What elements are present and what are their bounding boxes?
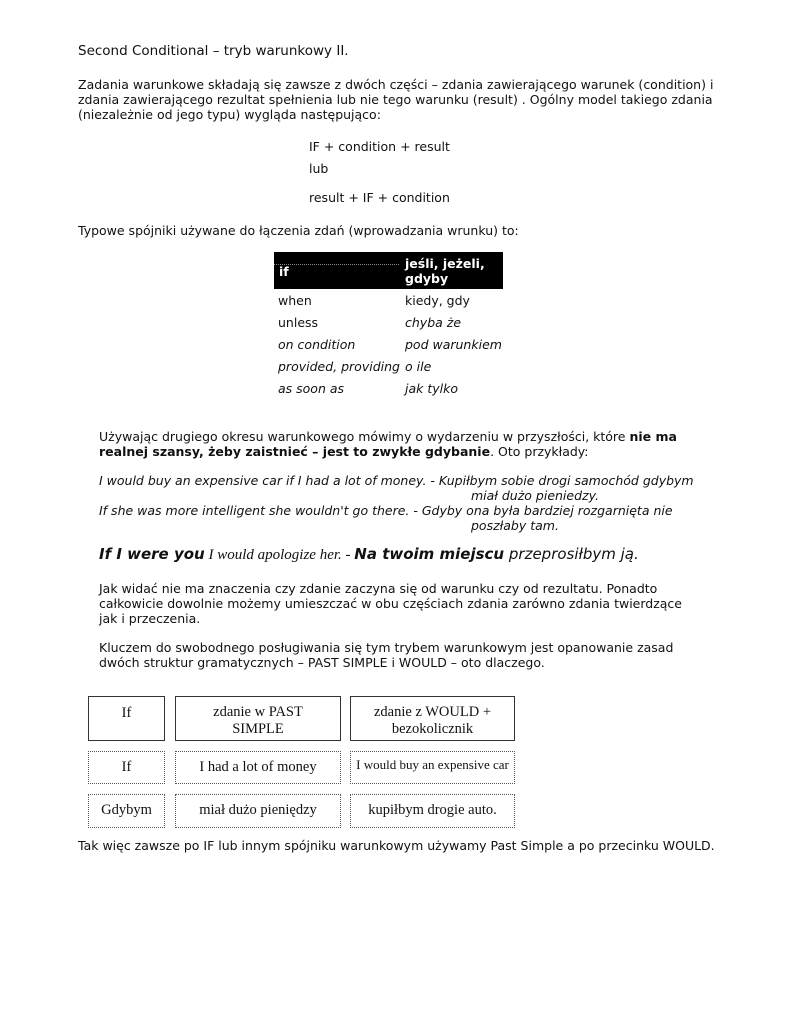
example-2: [99, 503, 699, 533]
conjunction-pl: pod warunkiem: [405, 337, 502, 352]
example-main: If she was more intelligent she wouldn't go there. - Gdyby ona była bardziej rozgarnięta nie: [99, 503, 673, 518]
header-pl: jeśli, jeżeli, gdyby: [405, 256, 485, 286]
usage-bold: nie ma realnej szansy, żeby zaistnieć – jest to zwykłe gdybanie: [99, 429, 677, 459]
example-main: I would buy an expensive car if I had a lot of money. - Kupiłbym sobie drogi samochód gdybym: [99, 473, 694, 488]
conjunctions-table-header: [274, 252, 503, 289]
note-paragraph-2: Kluczem do swobodnego posługiwania się tym trybem warunkowym jest opanowanie zasad dwóch struktur gramatycznych – PAST SIMPLE i WOULD – oto dlaczego.: [99, 640, 674, 670]
grid-cell: I would buy an expensive car: [350, 751, 515, 784]
conjunction-pl: o ile: [405, 359, 432, 374]
grid-cell: kupiłbym drogie auto.: [350, 794, 515, 828]
conjunction-en: on condition: [278, 337, 356, 352]
usage-lead: Używając drugiego okresu warunkowego mówimy o wydarzeniu w przyszłości, które: [99, 429, 630, 444]
highlight-bold-1: If I were you: [99, 545, 205, 563]
grid-cell: zdanie z WOULD + bezokolicznik: [350, 696, 515, 741]
conjunction-en: as soon as: [278, 381, 345, 396]
conjunction-pl: kiedy, gdy: [405, 293, 470, 308]
formula-line-2: result + IF + condition: [309, 190, 450, 205]
example-cont: miał dużo pieniedzy.: [471, 488, 599, 503]
intro-paragraph: Zadania warunkowe składają się zawsze z dwóch części – zdania zawierającego warunek (condition) i zdania zawierającego rezultat spełnienia lub nie tego warunku (result) . Ogólny model takiego zdania (niezależnie od jego typu) wygląda następująco:: [78, 77, 714, 122]
grid-cell: zdanie w PAST SIMPLE: [175, 696, 341, 741]
highlight-end: przeprosiłbym ją.: [504, 545, 639, 563]
footer-paragraph: Tak więc zawsze po IF lub innym spójniku warunkowym używamy Past Simple a po przecinku WOULD.: [78, 838, 715, 853]
grid-cell: If: [88, 751, 165, 784]
conjunction-pl: jak tylko: [405, 381, 459, 396]
header-en: if: [279, 264, 289, 279]
note-paragraph-1: Jak widać nie ma znaczenia czy zdanie zaczyna się od warunku czy od rezultatu. Ponadto całkowicie dowolnie możemy umieszczać w obu częściach zdania zarówno zdania twierdzące jak i przeczenia.: [99, 581, 682, 626]
usage-paragraph: [99, 429, 699, 459]
grid-cell: Gdybym: [88, 794, 165, 828]
conjunction-pl: chyba że: [405, 315, 462, 330]
page-title: Second Conditional – tryb warunkowy II.: [78, 43, 349, 59]
conjunction-en: provided, providing: [278, 359, 400, 374]
highlight-bold-2: Na twoim miejscu: [354, 545, 505, 563]
grid-cell: I had a lot of money: [175, 751, 341, 784]
grid-cell: If: [88, 696, 165, 741]
highlight-example: [99, 545, 639, 564]
header-divider: [274, 264, 399, 265]
usage-tail: . Oto przykłady:: [490, 444, 589, 459]
example-cont: poszłaby tam.: [471, 518, 559, 533]
highlight-mid: I would apologize her. -: [204, 547, 355, 563]
conjunction-en: when: [278, 293, 312, 308]
example-1: [99, 473, 699, 503]
grid-cell: miał dużo pieniędzy: [175, 794, 341, 828]
conjunctions-intro: Typowe spójniki używane do łączenia zdań (wprowadzania wrunku) to:: [78, 223, 519, 238]
conjunction-en: unless: [278, 315, 319, 330]
formula-or: lub: [309, 161, 329, 176]
formula-line-1: IF + condition + result: [309, 139, 450, 154]
